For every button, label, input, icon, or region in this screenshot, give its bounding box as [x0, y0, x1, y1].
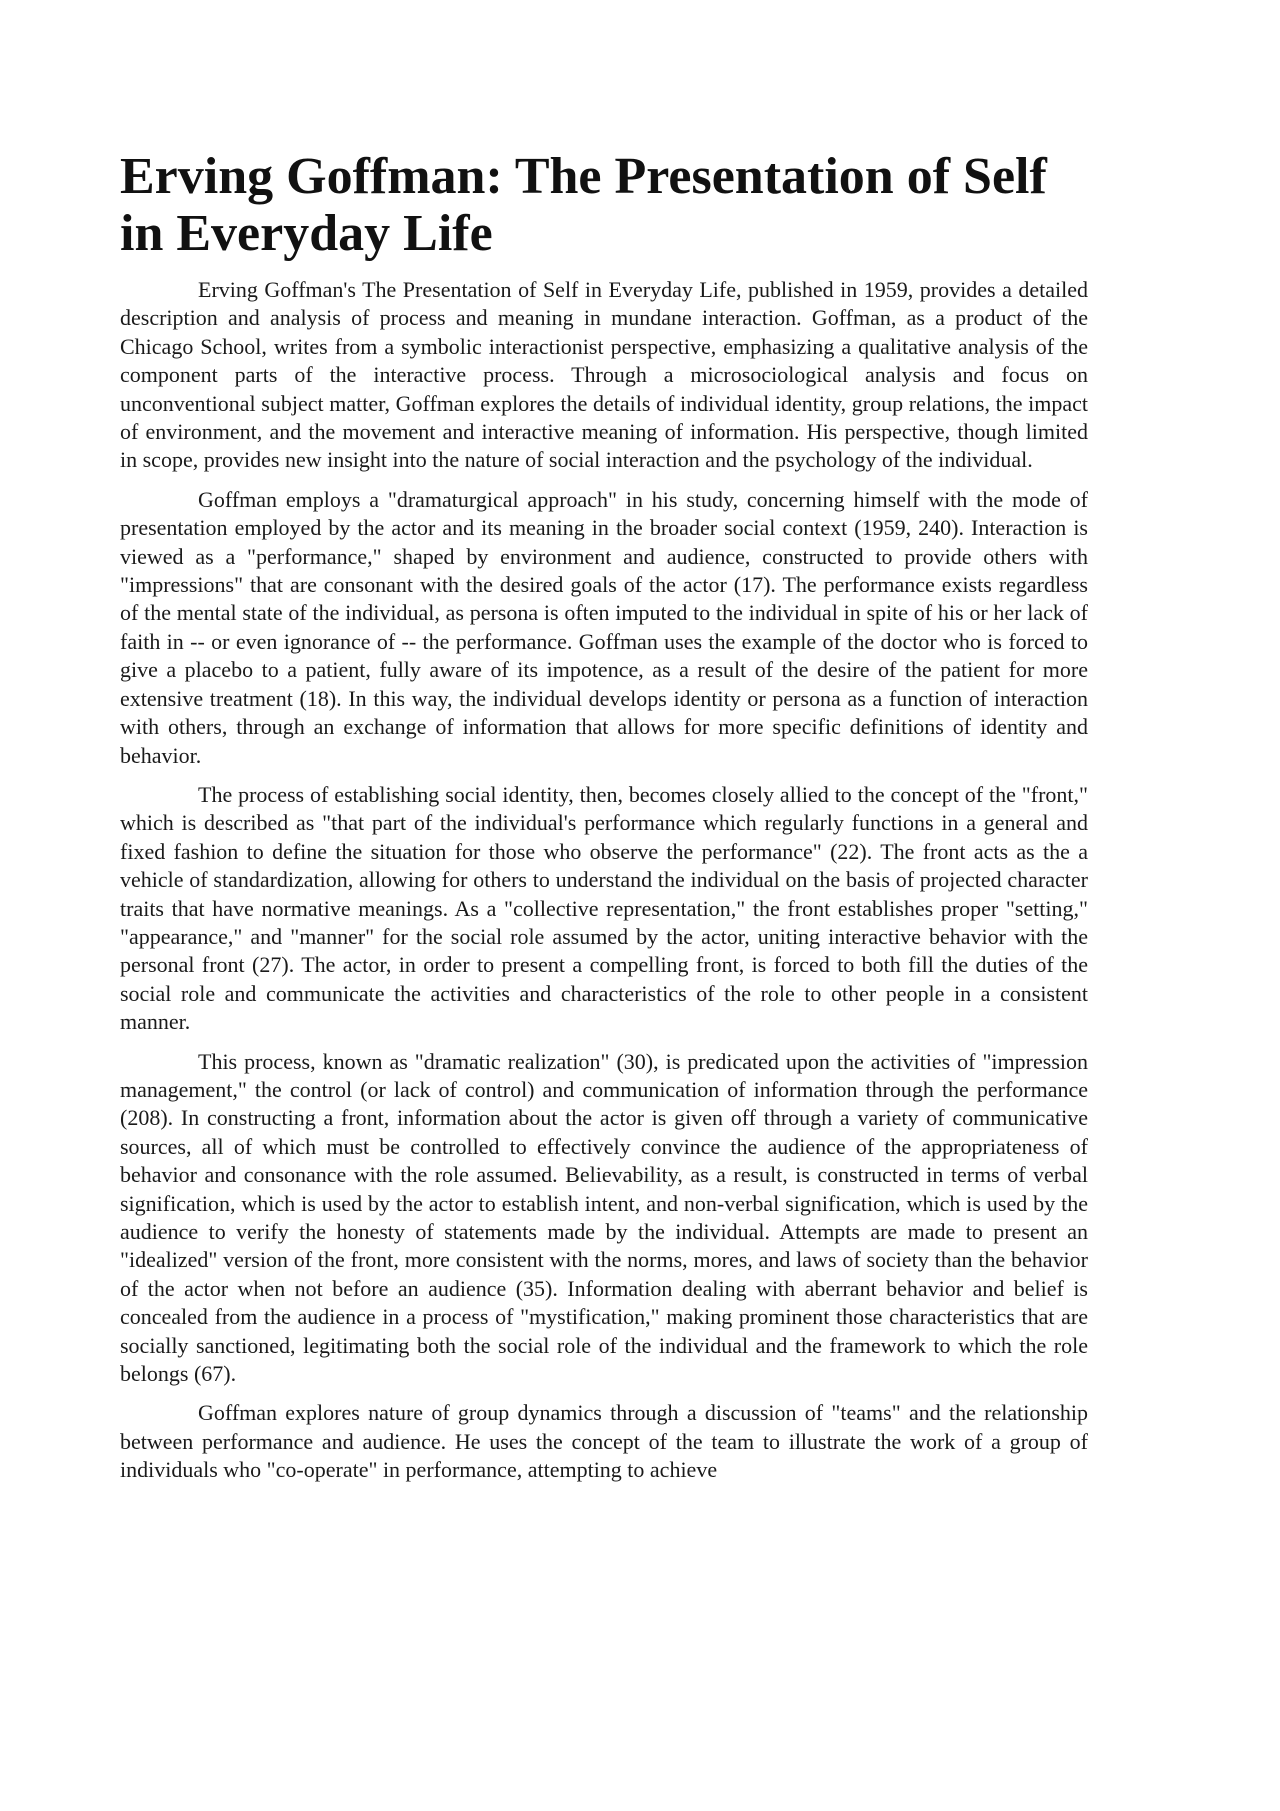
paragraph-5: Goffman explores nature of group dynamics through a discussion of "teams" and the relationship between performance and audience. He uses the concept of the team to illustrate the work of a group of individuals who "co-operate" in performance, attempting to achieve [120, 1400, 1088, 1483]
document-title: Erving Goffman: The Presentation of Self in Everyday Life [120, 148, 1047, 262]
paragraph-1: Erving Goffman's The Presentation of Self in Everyday Life, published in 1959, provides a detailed description and analysis of process and meaning in mundane interaction. Goffman, as a product of the Chicago School, writes from a symbolic interactionist perspective, emphasizing a qualitative analysis of the component parts of the interactive process. Through a microsociological analysis and focus on unconventional subject matter, Goffman explores the details of individual identity, group relations, the impact of environment, and the movement and interactive meaning of information. His perspective, though limited in scope, provides new insight into the nature of social interaction and the psychology of the individual. [120, 277, 1088, 473]
paragraph-2: Goffman employs a "dramaturgical approach" in his study, concerning himself with the mode of presentation employed by the actor and its meaning in the broader social context (1959, 240). Interaction is viewed as a "performance," shaped by environment and audience, constructed to provide others with "impressions" that are consonant with the desired goals of the actor (17). The performance exists regardless of the mental state of the individual, as persona is often imputed to the individual in spite of his or her lack of faith in -- or even ignorance of -- the performance. Goffman uses the example of the doctor who is forced to give a placebo to a patient, fully aware of its impotence, as a result of the desire of the patient for more extensive treatment (18). In this way, the individual develops identity or persona as a function of interaction with others, through an exchange of information that allows for more specific definitions of identity and behavior. [120, 486, 1088, 768]
paragraph-3: The process of establishing social identity, then, becomes closely allied to the concept of the "front," which is described as "that part of the individual's performance which regularly functions in a general and fixed fashion to define the situation for those who observe the performance" (22). The front acts as the a vehicle of standardization, allowing for others to understand the individual on the basis of projected character traits that have normative meanings. As a "collective representation," the front establishes proper "setting," "appearance," and "manner" for the social role assumed by the actor, uniting interactive behavior with the personal front (27). The actor, in order to present a compelling front, is forced to both fill the duties of the social role and communicate the activities and characteristics of the role to other people in a consistent manner. [120, 781, 1088, 1035]
paragraph-4: This process, known as "dramatic realization" (30), is predicated upon the activities of "impression management," the control (or lack of control) and communication of information through the performance (208). In constructing a front, information about the actor is given off through a variety of communicative sources, all of which must be controlled to effectively convince the audience of the appropriateness of behavior and consonance with the role assumed. Believability, as a result, is constructed in terms of verbal signification, which is used by the actor to establish intent, and non-verbal signification, which is used by the audience to verify the honesty of statements made by the individual. Attempts are made to present an "idealized" version of the front, more consistent with the norms, mores, and laws of society than the behavior of the actor when not before an audience (35). Information dealing with aberrant behavior and belief is concealed from the audience in a process of "mystification," making prominent those characteristics that are socially sanctioned, legitimating both the social role of the individual and the framework to which the role belongs (67). [120, 1048, 1088, 1387]
document-page [120, 148, 1088, 1496]
